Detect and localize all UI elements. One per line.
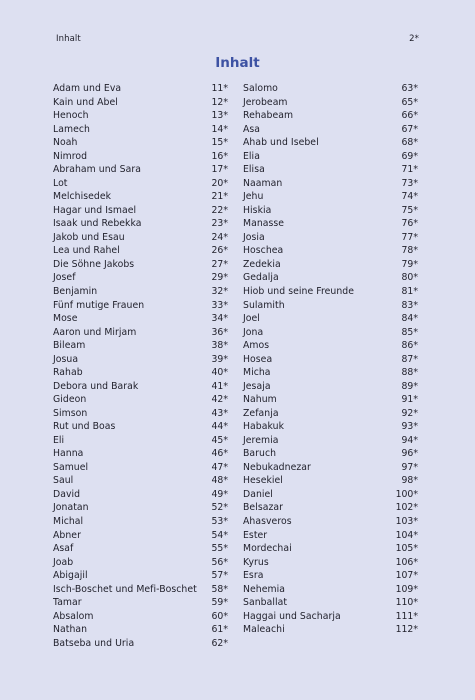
toc-entry[interactable] — [53, 190, 228, 204]
toc-entry[interactable] — [53, 299, 228, 313]
toc-entry[interactable] — [243, 339, 418, 353]
toc-entry-page: 60* — [211, 610, 228, 622]
toc-entry[interactable] — [243, 501, 418, 515]
toc-entry[interactable] — [243, 610, 418, 624]
toc-entry-title: Rut und Boas — [53, 421, 116, 433]
toc-entry[interactable] — [53, 596, 228, 610]
toc-entry-page: 96* — [401, 448, 418, 460]
toc-entry-page: 74* — [401, 191, 418, 203]
toc-column-left — [53, 82, 228, 650]
toc-entry-title: Lamech — [53, 123, 90, 135]
toc-entry[interactable] — [53, 610, 228, 624]
toc-entry-title: Jeremia — [243, 434, 279, 446]
toc-entry-title: Nebukadnezar — [243, 461, 311, 473]
toc-entry-title: Nehemia — [243, 583, 285, 595]
toc-entry[interactable] — [53, 407, 228, 421]
toc-entry-title: Samuel — [53, 461, 89, 473]
toc-entry-page: 42* — [211, 394, 228, 406]
toc-entry[interactable] — [53, 583, 228, 597]
toc-entry[interactable] — [243, 623, 418, 637]
running-title: Inhalt — [56, 34, 81, 44]
toc-entry-title: Kain und Abel — [53, 96, 118, 108]
toc-entry[interactable] — [243, 299, 418, 313]
toc-entry-page: 84* — [401, 313, 418, 325]
toc-entry[interactable] — [53, 637, 228, 651]
toc-entry-title: Abraham und Sara — [53, 164, 141, 176]
toc-entry[interactable] — [53, 82, 228, 96]
toc-entry-title: Simson — [53, 407, 88, 419]
toc-entry-title: Baruch — [243, 448, 277, 460]
toc-entry-title: Lot — [53, 177, 68, 189]
toc-entry-title: Die Söhne Jakobs — [53, 258, 135, 270]
toc-entry-title: Gedalja — [243, 272, 279, 284]
toc-entry-title: Amos — [243, 340, 270, 352]
toc-entry-page: 83* — [401, 299, 418, 311]
toc-entry-title: Zefanja — [243, 407, 279, 419]
toc-entry-page: 93* — [401, 421, 418, 433]
toc-entry[interactable] — [53, 488, 228, 502]
toc-entry[interactable] — [53, 515, 228, 529]
toc-entry-page: 59* — [211, 597, 228, 609]
toc-entry-page: 17* — [211, 164, 228, 176]
toc-entry[interactable] — [243, 96, 418, 110]
toc-entry-title: Daniel — [243, 488, 273, 500]
toc-entry[interactable] — [53, 623, 228, 637]
toc-entry-page: 81* — [401, 285, 418, 297]
toc-entry-page: 65* — [401, 96, 418, 108]
toc-entry-title: Mose — [53, 313, 78, 325]
toc-entry-page: 26* — [211, 245, 228, 257]
toc-entry-title: Lea und Rahel — [53, 245, 120, 257]
toc-entry-title: Nimrod — [53, 150, 88, 162]
toc-entry[interactable] — [243, 583, 418, 597]
toc-entry-page: 27* — [211, 258, 228, 270]
toc-entry[interactable] — [243, 488, 418, 502]
toc-entry-page: 100* — [395, 488, 418, 500]
toc-entry-title: Michal — [53, 516, 84, 527]
toc-entry[interactable] — [243, 393, 418, 407]
toc-entry[interactable] — [243, 434, 418, 448]
toc-entry[interactable] — [243, 190, 418, 204]
toc-entry[interactable] — [53, 380, 228, 394]
toc-entry-page: 97* — [401, 461, 418, 473]
toc-entry-title: Maleachi — [243, 624, 285, 636]
toc-entry-title: Jona — [243, 326, 264, 338]
toc-entry[interactable] — [243, 82, 418, 96]
toc-entry-title: David — [53, 488, 81, 500]
toc-entry-page: 20* — [211, 177, 228, 189]
toc-entry-page: 67* — [401, 123, 418, 135]
toc-entry-page: 40* — [211, 367, 228, 379]
toc-entry-page: 63* — [401, 83, 418, 94]
toc-entry-page: 36* — [211, 326, 228, 338]
toc-entry[interactable] — [53, 542, 228, 556]
toc-entry-title: Josua — [53, 353, 79, 365]
toc-entry-title: Hagar und Ismael — [53, 204, 137, 216]
toc-entry[interactable] — [243, 258, 418, 272]
toc-entry-title: Josia — [243, 231, 265, 243]
toc-entry-title: Tamar — [53, 597, 82, 609]
toc-entry[interactable] — [243, 474, 418, 488]
toc-entry[interactable] — [53, 339, 228, 353]
toc-entry-title: Hanna — [53, 448, 84, 460]
toc-entry-page: 52* — [211, 502, 228, 514]
toc-entry[interactable] — [53, 177, 228, 191]
toc-entry-title: Mordechai — [243, 543, 292, 555]
toc-entry[interactable] — [53, 204, 228, 218]
page-number: 2* — [409, 34, 419, 44]
toc-entry-page: 58* — [211, 583, 228, 595]
toc-entry-title: Sulamith — [243, 299, 285, 311]
toc-entry-title: Noah — [53, 137, 78, 149]
toc-entry-title: Ahab und Isebel — [243, 137, 319, 149]
toc-entry-page: 87* — [401, 353, 418, 365]
toc-entry[interactable] — [53, 231, 228, 245]
toc-entry-page: 89* — [401, 380, 418, 392]
toc-entry[interactable] — [243, 515, 418, 529]
toc-entry-title: Benjamin — [53, 285, 98, 297]
toc-entry-title: Josef — [53, 272, 76, 284]
toc-entry[interactable] — [53, 569, 228, 583]
toc-entry-page: 78* — [401, 245, 418, 257]
toc-entry[interactable] — [53, 163, 228, 177]
toc-entry-title: Jakob und Esau — [53, 231, 125, 243]
toc-entry[interactable] — [53, 326, 228, 340]
toc-entry[interactable] — [243, 271, 418, 285]
toc-entry[interactable] — [53, 244, 228, 258]
running-header — [56, 34, 419, 44]
toc-entry[interactable] — [243, 529, 418, 543]
toc-entry[interactable] — [243, 420, 418, 434]
toc-entry-title: Jesaja — [243, 380, 271, 392]
toc-entry-page: 24* — [211, 231, 228, 243]
toc-entry-title: Nathan — [53, 624, 88, 636]
toc-entry-title: Salomo — [243, 83, 278, 94]
toc-entry[interactable] — [243, 163, 418, 177]
toc-entry-page: 94* — [401, 434, 418, 446]
toc-entry-title: Asaf — [53, 543, 74, 555]
toc-entry-title: Jonatan — [53, 502, 89, 514]
toc-entry-page: 41* — [211, 380, 228, 392]
toc-entry[interactable] — [243, 353, 418, 367]
toc-entry[interactable] — [243, 285, 418, 299]
toc-entry-page: 21* — [211, 191, 228, 203]
toc-entry[interactable] — [243, 447, 418, 461]
toc-entry[interactable] — [243, 326, 418, 340]
toc-entry[interactable] — [53, 434, 228, 448]
toc-entry-page: 12* — [211, 96, 228, 108]
toc-entry-page: 49* — [211, 488, 228, 500]
toc-entry-page: 111* — [395, 610, 418, 622]
toc-entry-page: 91* — [401, 394, 418, 406]
toc-entry[interactable] — [53, 312, 228, 326]
toc-entry-title: Naaman — [243, 177, 283, 189]
toc-entry-title: Hiob und seine Freunde — [243, 285, 354, 297]
toc-entry-page: 38* — [211, 340, 228, 352]
toc-entry-page: 56* — [211, 556, 228, 568]
toc-entry-page: 43* — [211, 407, 228, 419]
toc-entry-page: 79* — [401, 258, 418, 270]
toc-entry[interactable] — [243, 556, 418, 570]
toc-entry-page: 16* — [211, 150, 228, 162]
toc-entry-title: Ester — [243, 529, 268, 541]
toc-entry-title: Abigajil — [53, 570, 88, 582]
toc-entry-title: Batseba und Uria — [53, 637, 135, 649]
toc-entry-page: 105* — [395, 543, 418, 555]
toc-entry[interactable] — [53, 461, 228, 475]
toc-entry-page: 47* — [211, 461, 228, 473]
toc-entry-page: 98* — [401, 475, 418, 487]
toc-entry[interactable] — [243, 542, 418, 556]
toc-entry[interactable] — [243, 177, 418, 191]
toc-entry-page: 110* — [395, 597, 418, 609]
toc-entry-page: 62* — [211, 637, 228, 649]
toc-entry-page: 55* — [211, 543, 228, 555]
toc-entry-page: 88* — [401, 367, 418, 379]
toc-entry[interactable] — [243, 150, 418, 164]
toc-entry-page: 104* — [395, 529, 418, 541]
toc-entry-title: Absalom — [53, 610, 94, 622]
toc-entry-title: Hosea — [243, 353, 273, 365]
toc-entry-page: 53* — [211, 516, 228, 527]
toc-entry[interactable] — [243, 407, 418, 421]
toc-entry-page: 34* — [211, 313, 228, 325]
toc-entry-title: Esra — [243, 570, 264, 582]
toc-entry-page: 75* — [401, 204, 418, 216]
toc-entry[interactable] — [53, 529, 228, 543]
toc-entry-page: 61* — [211, 624, 228, 636]
toc-entry-page: 14* — [211, 123, 228, 135]
toc-entry[interactable] — [243, 109, 418, 123]
toc-entry-page: 77* — [401, 231, 418, 243]
toc-entry[interactable] — [53, 447, 228, 461]
toc-entry-page: 85* — [401, 326, 418, 338]
toc-entry-title: Asa — [243, 123, 261, 135]
toc-entry[interactable] — [53, 474, 228, 488]
toc-entry-title: Saul — [53, 475, 74, 487]
toc-entry-title: Eli — [53, 434, 65, 446]
toc-entry[interactable] — [53, 123, 228, 137]
toc-entry[interactable] — [243, 217, 418, 231]
toc-entry-title: Gideon — [53, 394, 87, 406]
toc-entry-page: 33* — [211, 299, 228, 311]
toc-entry-title: Isch-Boschet und Mefi-Boschet — [53, 583, 197, 595]
toc-entry-title: Sanballat — [243, 597, 288, 609]
toc-entry[interactable] — [53, 501, 228, 515]
toc-column-right — [243, 82, 418, 637]
toc-entry-title: Hesekiel — [243, 475, 283, 487]
toc-entry[interactable] — [53, 96, 228, 110]
toc-entry-page: 66* — [401, 110, 418, 122]
toc-entry-page: 11* — [211, 83, 228, 94]
toc-entry-title: Henoch — [53, 110, 89, 122]
toc-entry-title: Hiskia — [243, 204, 272, 216]
toc-entry-title: Hoschea — [243, 245, 284, 257]
toc-entry[interactable] — [243, 380, 418, 394]
toc-entry[interactable] — [53, 353, 228, 367]
toc-entry[interactable] — [53, 556, 228, 570]
toc-entry-title: Isaak und Rebekka — [53, 218, 142, 230]
toc-entry-page: 106* — [395, 556, 418, 568]
toc-entry-title: Kyrus — [243, 556, 269, 568]
toc-entry[interactable] — [243, 366, 418, 380]
toc-entry[interactable] — [53, 109, 228, 123]
toc-entry-title: Belsazar — [243, 502, 284, 514]
toc-entry-page: 32* — [211, 285, 228, 297]
toc-entry[interactable] — [243, 569, 418, 583]
toc-entry[interactable] — [243, 204, 418, 218]
toc-entry-page: 109* — [395, 583, 418, 595]
toc-entry[interactable] — [53, 285, 228, 299]
toc-entry-title: Aaron und Mirjam — [53, 326, 137, 338]
toc-entry[interactable] — [53, 366, 228, 380]
toc-entry[interactable] — [243, 312, 418, 326]
toc-entry-title: Melchisedek — [53, 191, 112, 203]
toc-entry-title: Rehabeam — [243, 110, 294, 122]
toc-entry-title: Adam und Eva — [53, 83, 122, 94]
toc-entry[interactable] — [243, 123, 418, 137]
toc-entry-title: Fünf mutige Frauen — [53, 299, 145, 311]
toc-entry[interactable] — [243, 461, 418, 475]
toc-entry-page: 48* — [211, 475, 228, 487]
toc-entry-title: Abner — [53, 529, 81, 541]
toc-entry-page: 15* — [211, 137, 228, 149]
toc-entry[interactable] — [243, 231, 418, 245]
toc-entry[interactable] — [243, 136, 418, 150]
toc-entry-title: Rahab — [53, 367, 83, 379]
toc-entry-title: Jehu — [243, 191, 264, 203]
toc-entry-page: 80* — [401, 272, 418, 284]
toc-entry-page: 103* — [395, 516, 418, 527]
toc-entry[interactable] — [53, 258, 228, 272]
toc-entry[interactable] — [53, 271, 228, 285]
toc-entry-title: Debora und Barak — [53, 380, 139, 392]
toc-entry-title: Habakuk — [243, 421, 285, 433]
toc-entry-page: 69* — [401, 150, 418, 162]
toc-entry-title: Jerobeam — [243, 96, 288, 108]
toc-entry[interactable] — [53, 150, 228, 164]
toc-entry-title: Haggai und Sacharja — [243, 610, 341, 622]
toc-entry-page: 23* — [211, 218, 228, 230]
toc-entry-page: 73* — [401, 177, 418, 189]
toc-entry-title: Zedekia — [243, 258, 281, 270]
toc-entry-title: Micha — [243, 367, 271, 379]
toc-entry-page: 44* — [211, 421, 228, 433]
toc-entry-title: Elisa — [243, 164, 265, 176]
toc-entry-page: 57* — [211, 570, 228, 582]
toc-entry[interactable] — [53, 393, 228, 407]
toc-entry[interactable] — [243, 244, 418, 258]
toc-entry-page: 46* — [211, 448, 228, 460]
toc-entry-page: 29* — [211, 272, 228, 284]
toc-entry-page: 86* — [401, 340, 418, 352]
toc-entry[interactable] — [243, 596, 418, 610]
toc-entry[interactable] — [53, 217, 228, 231]
toc-entry-page: 68* — [401, 137, 418, 149]
toc-entry-title: Bileam — [53, 340, 86, 352]
toc-entry-page: 39* — [211, 353, 228, 365]
toc-entry[interactable] — [53, 420, 228, 434]
toc-entry-title: Joab — [53, 556, 74, 568]
toc-entry[interactable] — [53, 136, 228, 150]
toc-entry-page: 45* — [211, 434, 228, 446]
toc-entry-page: 102* — [395, 502, 418, 514]
toc-entry-title: Nahum — [243, 394, 277, 406]
toc-entry-page: 76* — [401, 218, 418, 230]
toc-entry-title: Joel — [243, 313, 260, 325]
toc-entry-page: 54* — [211, 529, 228, 541]
toc-entry-title: Manasse — [243, 218, 285, 230]
toc-entry-page: 107* — [395, 570, 418, 582]
toc-entry-title: Ahasveros — [243, 516, 292, 527]
toc-entry-page: 92* — [401, 407, 418, 419]
toc-entry-page: 22* — [211, 204, 228, 216]
toc-entry-title: Elia — [243, 150, 260, 162]
toc-entry-page: 71* — [401, 164, 418, 176]
page-title: Inhalt — [215, 55, 260, 71]
toc-entry-page: 112* — [395, 624, 418, 636]
toc-entry-page: 13* — [211, 110, 228, 122]
